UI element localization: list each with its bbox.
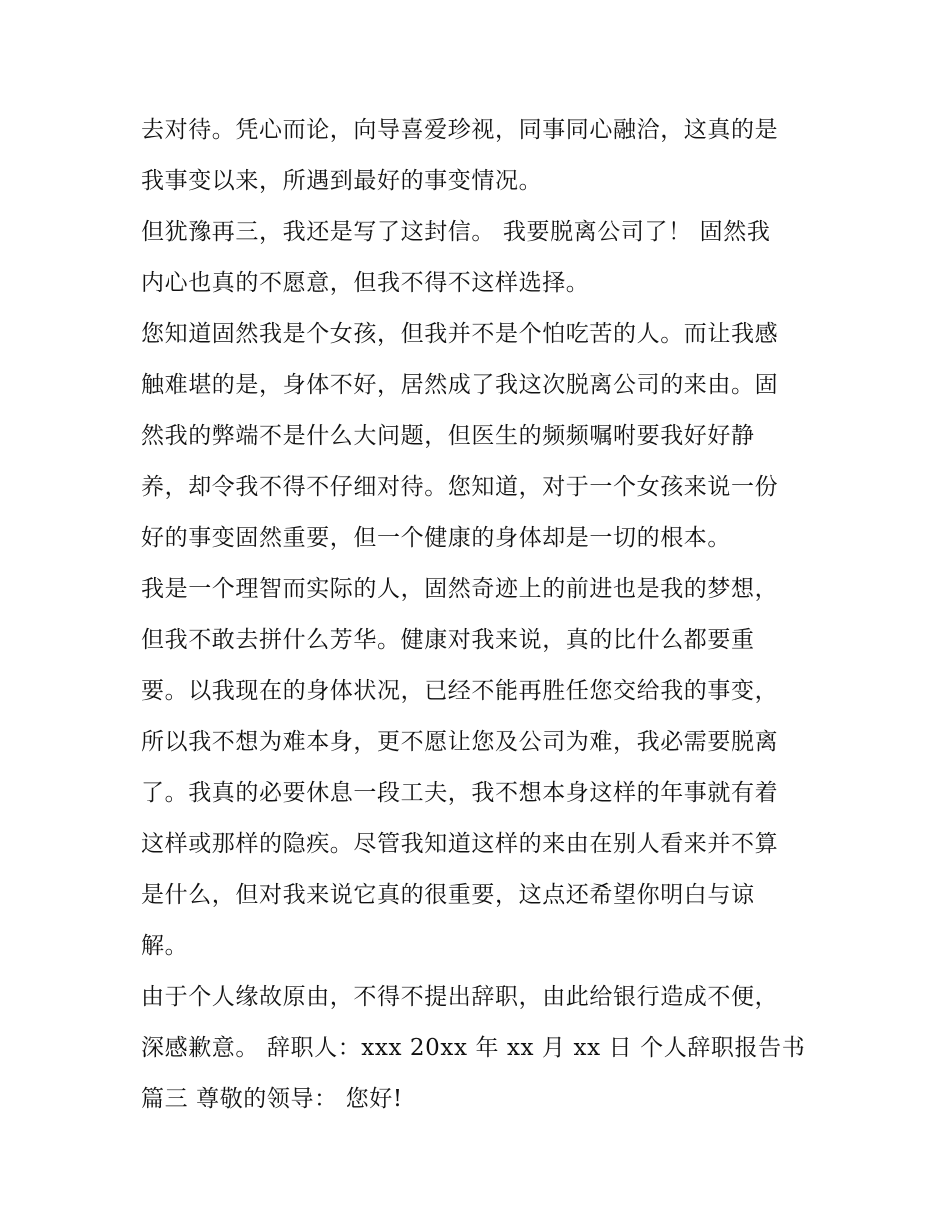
text-line: 内心也真的不愿意，但我不得不这样选择。 [141, 270, 590, 296]
text-line: 触难堪的是，身体不好，居然成了我这次脱离公司的来由。固 [141, 372, 779, 398]
text-line: 这样或那样的隐疾。尽管我知道这样的来由在别人看来并不算 [141, 831, 779, 857]
text-line: 您知道固然我是个女孩，但我并不是个怕吃苦的人。而让我感 [141, 321, 779, 347]
text-line: 解。 [141, 933, 189, 959]
text-line: 我事变以来，所遇到最好的事变情况。 [141, 168, 543, 194]
text-line: 了。我真的必要休息一段工夫，我不想本身这样的年事就有着 [141, 780, 779, 806]
text-line: 篇三 尊敬的领导： 您好! [141, 1086, 403, 1112]
letter-body [141, 105, 821, 1125]
text-line: 要。以我现在的身体状况，已经不能再胜任您交给我的事变， [141, 678, 779, 704]
text-line: 我是一个理智而实际的人，固然奇迹上的前进也是我的梦想， [141, 576, 779, 602]
text-line: 好的事变固然重要，但一个健康的身体却是一切的根本。 [141, 525, 731, 551]
text-line: 所以我不想为难本身，更不愿让您及公司为难，我必需要脱离 [141, 729, 779, 755]
text-line: 养，却令我不得不仔细对待。您知道，对于一个女孩来说一份 [141, 474, 779, 500]
text-line: 但犹豫再三，我还是写了这封信。 我要脱离公司了！ 固然我 [141, 219, 771, 245]
text-line: 是什么，但对我来说它真的很重要，这点还希望你明白与谅 [141, 882, 755, 908]
text-line: 由于个人缘故原由，不得不提出辞职，由此给银行造成不便， [141, 984, 779, 1010]
text-line: 去对待。凭心而论，向导喜爱珍视，同事同心融洽，这真的是 [141, 117, 779, 143]
text-line: 深感歉意。 辞职人：xxx 20xx 年 xx 月 xx 日 个人辞职报告书 [141, 1035, 806, 1061]
text-line: 然我的弊端不是什么大问题，但医生的频频嘱咐要我好好静 [141, 423, 755, 449]
text-line: 但我不敢去拼什么芳华。健康对我来说，真的比什么都要重 [141, 627, 755, 653]
